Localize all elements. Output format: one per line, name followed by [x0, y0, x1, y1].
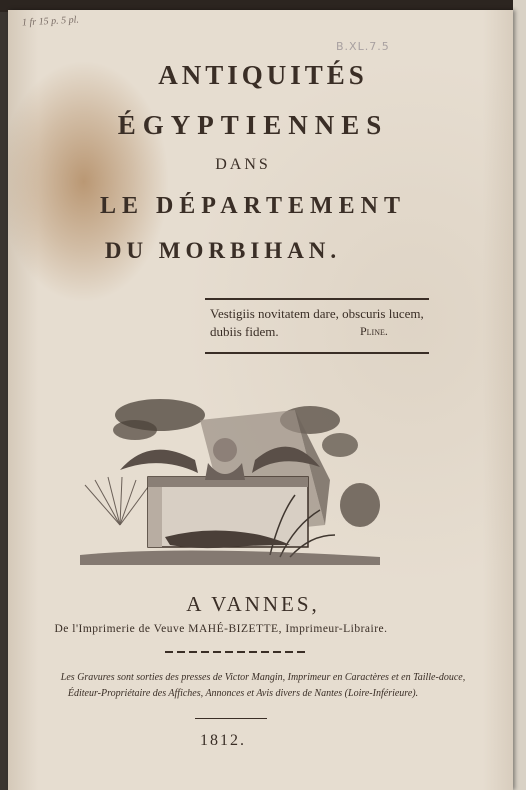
title-line-1: ANTIQUITÉS	[158, 60, 368, 90]
title-line-2: ÉGYPTIENNES	[117, 110, 389, 140]
manuscript-note: 1 fr 15 p. 5 pl.	[21, 14, 80, 29]
epigraph-top-rule	[205, 298, 429, 300]
title-line-4: LE DÉPARTEMENT	[99, 193, 407, 219]
title-line-5: DU MORBIHAN.	[104, 238, 342, 263]
ornamental-rule	[165, 648, 305, 656]
epigraph-line-1: Vestigiis novitatem dare, obscuris lucem,	[210, 306, 424, 321]
library-stamp: B.XL.7.5	[336, 40, 390, 53]
epigraph-line-2: dubiis fidem.	[210, 324, 279, 339]
title-line-3: DANS	[215, 156, 271, 173]
publication-year: 1812.	[200, 732, 246, 749]
engraving-priest-crocodile-icon	[80, 385, 380, 580]
engraver-note-line-1: Les Gravures sont sorties des presses de Victor Mangin, Imprimeur en Caractères et en Taille-douce,	[60, 672, 466, 683]
imprint-city: A VANNES,	[186, 592, 320, 616]
engraver-note-line-2: Éditeur-Propriétaire des Affiches, Annonces et Avis divers de Nantes (Loire-Inférieure).	[67, 688, 419, 699]
epigraph-attribution: Pline.	[360, 324, 388, 338]
year-rule	[195, 718, 267, 719]
epigraph-bottom-rule	[205, 352, 429, 354]
imprint-printer: De l'Imprimerie de Veuve MAHÉ-BIZETTE, Imprimeur-Libraire.	[54, 623, 388, 635]
